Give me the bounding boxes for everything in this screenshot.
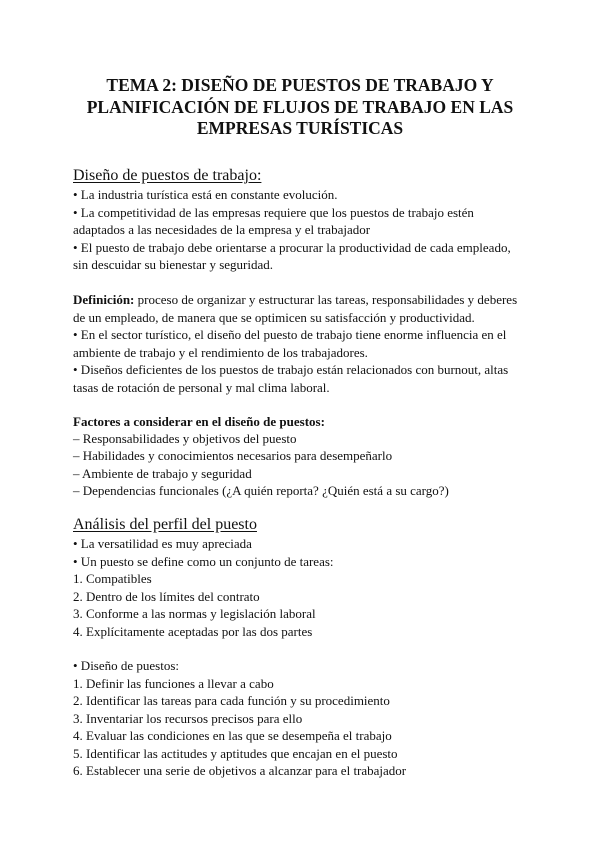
bullet-line: • Un puesto se define como un conjunto de tareas: (73, 554, 334, 569)
bullet-line: ambiente de trabajo y el rendimiento de los trabajadores. (73, 345, 368, 360)
title-line-2: PLANIFICACIÓN DE FLUJOS DE TRABAJO EN LAS (86, 96, 514, 117)
bullet-line: • Diseños deficientes de los puestos de trabajo están relacionados con burnout, altas (73, 362, 509, 377)
section-heading-analisis: Análisis del perfil del puesto (73, 516, 257, 533)
bullet-line: • El puesto de trabajo debe orientarse a procurar la productividad de cada empleado, (73, 240, 511, 255)
factor-item: – Ambiente de trabajo y seguridad (73, 466, 252, 481)
list-item: 3. Conforme a las normas y legislación laboral (73, 606, 316, 621)
bullet-line: • La industria turística está en constante evolución. (73, 187, 338, 202)
list-item: 6. Establecer una serie de objetivos a alcanzar para el trabajador (73, 763, 407, 778)
bullet-line: adaptados a las necesidades de la empresa y el trabajador (73, 222, 371, 237)
bullet-line: • En el sector turístico, el diseño del puesto de trabajo tiene enorme influencia en el (73, 327, 507, 342)
document-title (60, 75, 540, 140)
bullet-line: • La versatilidad es muy apreciada (73, 536, 252, 551)
list-item: 3. Inventariar los recursos precisos para ello (73, 711, 303, 726)
list-item: 1. Compatibles (73, 571, 152, 586)
list-item: 2. Identificar las tareas para cada función y su procedimiento (73, 693, 390, 708)
definition-line: de un empleado, de manera que se optimicen su satisfacción y productividad. (73, 310, 475, 325)
factors-heading: Factores a considerar en el diseño de puestos: (73, 414, 325, 429)
section-heading-diseno: Diseño de puestos de trabajo: (73, 167, 262, 184)
list-item: 4. Explícitamente aceptadas por las dos partes (73, 624, 313, 639)
definition-label: Definición: (73, 292, 135, 307)
list-item: 5. Identificar las actitudes y aptitudes que encajan en el puesto (73, 746, 398, 761)
title-line-1: TEMA 2: DISEÑO DE PUESTOS DE TRABAJO Y (106, 75, 494, 95)
definition-paragraph (73, 291, 517, 308)
factor-item: – Responsabilidades y objetivos del puesto (73, 431, 297, 446)
list-item: 1. Definir las funciones a llevar a cabo (73, 676, 274, 691)
bullet-line: tasas de rotación de personal y mal clima laboral. (73, 380, 330, 395)
list-item: 2. Dentro de los límites del contrato (73, 589, 260, 604)
factor-item: – Habilidades y conocimientos necesarios para desempeñarlo (73, 448, 393, 463)
bullet-line: • Diseño de puestos: (73, 658, 180, 673)
definition-text: proceso de organizar y estructurar las tareas, responsabilidades y deberes (134, 292, 518, 307)
bullet-line: • La competitividad de las empresas requiere que los puestos de trabajo estén (73, 205, 474, 220)
list-item: 4. Evaluar las condiciones en las que se desempeña el trabajo (73, 728, 392, 743)
title-line-3: EMPRESAS TURÍSTICAS (196, 118, 404, 138)
bullet-line: sin descuidar su bienestar y seguridad. (73, 257, 274, 272)
factor-item: – Dependencias funcionales (¿A quién reporta? ¿Quién está a su cargo?) (73, 483, 449, 498)
